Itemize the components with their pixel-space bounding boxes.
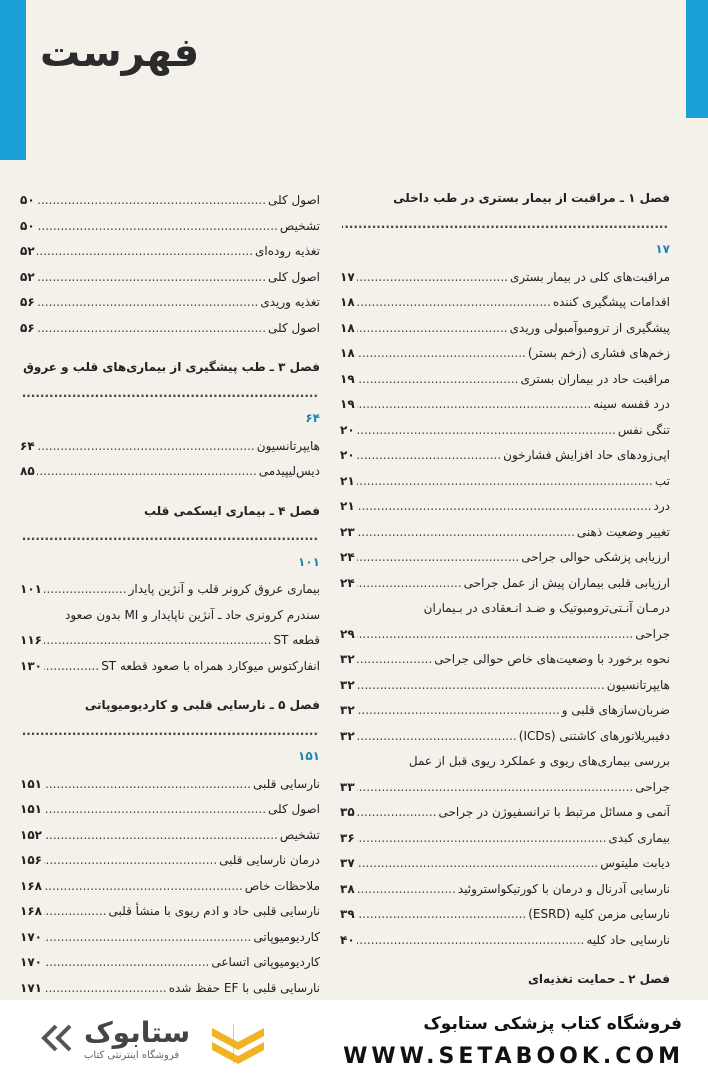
dot-leader (342, 212, 668, 238)
toc-entry (20, 265, 320, 291)
page-number: ۱۷ (655, 242, 670, 256)
toc-entry (20, 628, 320, 654)
toc-entry (340, 418, 670, 444)
store-url[interactable]: WWW.SETABOOK.COM (343, 1044, 684, 1069)
page-number: ۵۲ (20, 244, 35, 258)
dot-leader (357, 698, 560, 724)
page-number: ۲۴ (340, 550, 355, 564)
page-number: ۸۵ (20, 464, 35, 478)
entry-title: آنمی و مسائل مرتبط با ترانسفیوژن در جراحی (438, 805, 670, 819)
toc-entry (340, 392, 670, 418)
toc-entry (20, 797, 320, 823)
dot-leader (357, 622, 634, 648)
toc-entry (340, 494, 670, 520)
dot-leader (357, 826, 607, 852)
toc-entry (20, 874, 320, 900)
toc-entry (20, 214, 320, 240)
page-number: ۳۲ (340, 703, 355, 717)
chapter-title: فصل ۳ ـ طب پیشگیری از بیماری‌های قلب و عروق (23, 360, 320, 374)
dot-leader (44, 577, 127, 603)
left-blue-bar (0, 0, 26, 160)
dot-leader (37, 316, 266, 342)
page-number: ۱۶۸ (20, 878, 42, 893)
page-number: ۳۵ (340, 805, 355, 819)
page-number: ۵۶ (20, 320, 35, 335)
dot-leader (37, 214, 278, 240)
chapter-title: فصل ۵ ـ نارسایی قلبی و کاردیومیوپاتی (84, 698, 320, 712)
page-number: ۴۰ (340, 932, 355, 947)
entry-title: کاردیومیوپاتی اتساعی (211, 955, 320, 969)
toc-entry (20, 434, 320, 460)
entry-title: هایپرتانسیون (256, 438, 320, 453)
page-number: ۱۸ (340, 346, 355, 360)
chapter-title: فصل ۱ ـ مراقبت از بیمار بستری در طب داخلی (393, 191, 670, 205)
page-number: ۶۴ (20, 438, 35, 453)
toc-entry (340, 469, 670, 495)
entry-title: نحوه برخورد با وضعیت‌های خاص حوالی جراحی (434, 652, 670, 666)
toc-entry (340, 520, 670, 546)
page-number: ۱۵۱ (20, 802, 42, 816)
page-number: ۱۵۱ (298, 749, 320, 763)
entry-title: نارسایی قلبی (253, 776, 320, 791)
page-number: ۳۲ (340, 652, 355, 666)
page-number: ۲۳ (340, 524, 355, 539)
page-number: ۳۲ (340, 677, 355, 692)
page-number: ۲۴ (340, 575, 355, 590)
dot-leader (357, 775, 634, 801)
dot-leader (37, 265, 266, 291)
page-number: ۲۰ (340, 448, 355, 462)
page-number: ۱۸ (340, 295, 355, 309)
entry-title: کاردیومیوپاتی (253, 929, 320, 944)
dot-leader (357, 392, 592, 418)
chevrons-icon (38, 1024, 78, 1052)
toc-entry (20, 239, 320, 265)
entry-title: قطعه ST (273, 633, 320, 647)
toc-entry (340, 877, 670, 903)
entry-title: ارزیابی قلبی بیماران پیش از عمل جراحی (463, 575, 670, 590)
toc-entry (340, 571, 670, 597)
entry-title: تشخیص (279, 218, 320, 233)
entry-title: درمان نارسایی قلبی (219, 853, 320, 867)
dot-leader (357, 647, 433, 673)
dot-leader (22, 381, 318, 407)
entry-title: تغییر وضعیت ذهنی (576, 524, 670, 539)
toc-entry (340, 290, 670, 316)
dot-leader (44, 772, 251, 798)
dot-leader (357, 494, 652, 520)
toc-right-column (340, 172, 670, 1000)
page-number: ۳۸ (340, 881, 355, 896)
toc-entry (20, 188, 320, 214)
page-number: ۱۰۱ (298, 554, 320, 569)
toc-entry (20, 950, 320, 976)
chapter-title: فصل ۴ ـ بیماری ایسکمی قلب (143, 503, 320, 518)
toc-entry (340, 265, 670, 291)
entry-title: تب (654, 473, 670, 488)
entry-title: نارسایی حاد کلیه (586, 932, 670, 947)
page-number: ۱۵۱ (20, 776, 42, 791)
entry-title: اصول کلی (268, 320, 320, 335)
dot-leader (22, 719, 318, 745)
dot-leader (44, 899, 107, 925)
dot-leader (357, 443, 502, 469)
toc-entry (340, 316, 670, 342)
logo-text: ستابوک (84, 1016, 191, 1049)
toc-entry (20, 290, 320, 316)
entry-title: دفیبریلاتورهای کاشتنی (ICDs) (518, 728, 670, 743)
dot-leader (357, 265, 508, 291)
toc-entry (340, 443, 670, 469)
page-number: ۶۴ (305, 411, 320, 425)
entry-title: درد (653, 499, 670, 513)
page-title: فهرست (40, 30, 200, 76)
dot-leader (357, 469, 653, 495)
entry-title: تنگی نفس (617, 422, 670, 437)
page-number: ۱۱۶ (20, 633, 42, 647)
toc-entry-text: سندرم کرونری حاد ـ آنژین ناپایدار و MI بدون صعود (65, 607, 320, 622)
page-number: ۵۶ (20, 295, 35, 309)
dot-leader (342, 993, 668, 1001)
book-stack-icon (208, 1020, 268, 1064)
logo-subtitle: فروشگاه اینترنتی کتاب (84, 1050, 180, 1061)
toc-entry (20, 577, 320, 603)
toc-entry (340, 928, 670, 954)
page-number: ۱۹ (340, 371, 355, 386)
page-number: ۱۷۰ (20, 955, 42, 969)
right-blue-strip (686, 0, 708, 118)
page-number: ۱۷۱ (20, 980, 42, 995)
entry-title: درد قفسه سینه (593, 397, 670, 411)
page-number: ۳۲ (340, 728, 355, 743)
dot-leader (22, 524, 318, 550)
dot-leader (357, 571, 462, 597)
dot-leader (357, 341, 526, 367)
dot-leader (357, 545, 520, 571)
toc-entry (20, 976, 320, 1001)
dot-leader (357, 367, 519, 393)
page-number: ۱۳۰ (20, 658, 42, 673)
chapter-title: فصل ۲ ـ حمایت تغذیه‌ای (527, 972, 670, 986)
entry-title: اصول کلی (268, 193, 320, 207)
dot-leader (357, 724, 517, 750)
toc-entry (20, 848, 320, 874)
dot-leader (37, 188, 266, 214)
page-number: ۲۱ (340, 473, 355, 488)
entry-title: جراحی (635, 626, 670, 641)
dot-leader (44, 874, 243, 900)
entry-title: بیماری کبدی (608, 830, 670, 845)
page-number: ۵۰ (20, 218, 35, 233)
entry-title: ملاحظات خاص (244, 878, 320, 893)
page-number: ۳۶ (340, 830, 355, 845)
dot-leader (44, 654, 99, 680)
toc-entry (20, 772, 320, 798)
toc-chapter-heading (340, 967, 670, 1000)
page-number: ۳۷ (340, 856, 355, 870)
entry-title: ضربان‌سازهای قلبی و (561, 703, 670, 717)
toc-chapter-heading (20, 693, 320, 770)
toc-entry-text: درمـان آنـتی‌ترومبوتیک و ضـد انـعقادی در بـیماران (423, 601, 670, 615)
entry-title: نارسایی آدرنال و درمان با کورتیکواستروئید (457, 881, 670, 896)
entry-title: ارزیابی پزشکی حوالی جراحی (521, 550, 670, 564)
page-number: ۱۰۱ (20, 582, 42, 596)
entry-title: تغذیه روده‌ای (255, 244, 320, 258)
toc-entry (340, 724, 670, 750)
toc-entry (340, 647, 670, 673)
dot-leader (357, 290, 551, 316)
page-number: ۱۹ (340, 397, 355, 411)
dot-leader (37, 434, 255, 460)
toc-chapter-heading (20, 355, 320, 432)
entry-title: جراحی (635, 779, 670, 794)
page-number: ۱۸ (340, 320, 355, 335)
entry-title: زخم‌های فشاری (زخم بستر) (527, 346, 670, 360)
toc-entry (340, 826, 670, 852)
toc-entry (340, 698, 670, 724)
entry-title: هایپرتانسیون (606, 677, 670, 692)
page-number: ۵۰ (20, 193, 35, 207)
entry-title: اقدامات پیشگیری کننده (552, 295, 670, 309)
toc-entry (20, 823, 320, 849)
store-name: فروشگاه کتاب پزشکی ستابوک (423, 1014, 682, 1034)
toc-entry (20, 899, 320, 925)
dot-leader (44, 976, 167, 1001)
entry-title: مراقبت حاد در بیماران بستری (520, 371, 670, 386)
entry-title: اصول کلی (268, 802, 320, 816)
page-number: ۲۰ (340, 422, 355, 437)
toc-entry (340, 367, 670, 393)
page-number: ۱۵۶ (20, 853, 42, 867)
toc-entry (340, 800, 670, 826)
toc-left-column (20, 188, 320, 1000)
toc-entry (340, 341, 670, 367)
dot-leader (44, 823, 278, 849)
dot-leader (44, 925, 251, 951)
entry-title: تشخیص (279, 827, 320, 842)
entry-title: نارسایی قلبی حاد و ادم ریوی با منشأ قلبی (108, 904, 320, 918)
dot-leader (37, 239, 253, 265)
entry-title: اصول کلی (268, 269, 320, 284)
dot-leader (357, 851, 599, 877)
page-number: ۲۹ (340, 626, 355, 641)
dot-leader (44, 848, 217, 874)
entry-title: نارسایی مزمن کلیه (ESRD) (528, 907, 670, 921)
entry-title: دیابت ملیتوس (600, 856, 670, 870)
toc-entry (340, 851, 670, 877)
entry-title: بیماری عروق کرونر قلب و آنژین پایدار (128, 582, 320, 596)
entry-title: دیس‌لیپیدمی (258, 464, 320, 478)
toc-entry-text: بررسی بیماری‌های ریوی و عملکرد ریوی قبل از عمل (408, 754, 670, 768)
page-number: ۵۲ (20, 269, 35, 284)
dot-leader (357, 928, 585, 954)
toc-entry (20, 925, 320, 951)
dot-leader (44, 950, 209, 976)
toc-entry (20, 316, 320, 342)
toc-entry (340, 622, 670, 648)
toc-entry (340, 775, 670, 801)
dot-leader (357, 902, 527, 928)
entry-title: پیشگیری از ترومبوآمبولی وریدی (509, 320, 670, 335)
page-number: ۱۵۲ (20, 827, 42, 842)
toc-entry (340, 545, 670, 571)
store-logo (38, 1016, 278, 1066)
toc-entry (340, 902, 670, 928)
page-number: ۱۶۸ (20, 904, 42, 918)
dot-leader (37, 290, 259, 316)
dot-leader (44, 628, 271, 654)
store-footer (0, 1000, 708, 1080)
dot-leader (357, 673, 605, 699)
entry-title: مراقبت‌های کلی در بیمار بستری (509, 269, 670, 284)
toc-entry (20, 459, 320, 485)
page-number: ۱۷ (340, 269, 355, 284)
dot-leader (357, 877, 456, 903)
dot-leader (357, 316, 508, 342)
page-number: ۲۱ (340, 499, 355, 513)
dot-leader (357, 418, 616, 444)
toc-chapter-heading (340, 186, 670, 263)
entry-title: تغذیه وریدی (260, 295, 320, 309)
dot-leader (44, 797, 266, 823)
dot-leader (357, 520, 575, 546)
entry-title: اپی‌زودهای حاد افزایش فشارخون (503, 448, 670, 462)
page-number: ۳۳ (340, 779, 355, 794)
dot-leader (37, 459, 257, 485)
toc-entry (340, 673, 670, 699)
entry-title: انفارکتوس میوکارد همراه با صعود قطعه ST (101, 658, 320, 673)
entry-title: نارسایی قلبی با EF حفظ شده (168, 980, 320, 995)
page-number: ۱۷۰ (20, 929, 42, 944)
toc-chapter-heading (20, 499, 320, 576)
toc-entry (20, 654, 320, 680)
dot-leader (357, 800, 437, 826)
page-number: ۳۹ (340, 907, 355, 921)
